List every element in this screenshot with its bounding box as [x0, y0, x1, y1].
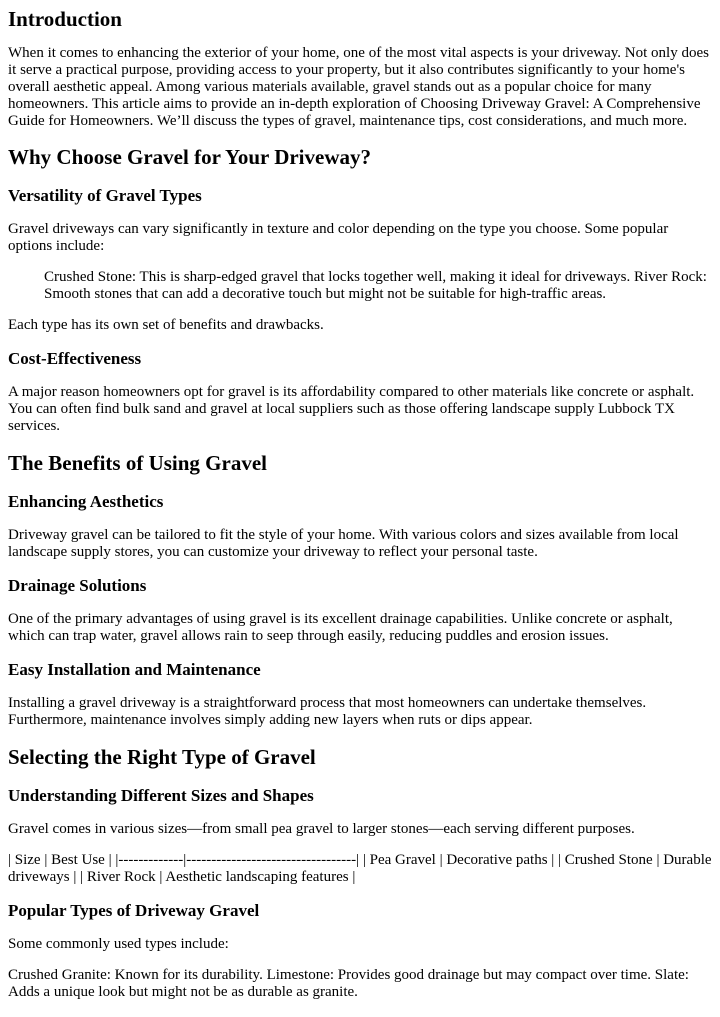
subheading-versatility: Versatility of Gravel Types: [8, 186, 202, 205]
paragraph-popular-types: Crushed Granite: Known for its durability. Limestone: Provides good drainage but may compact over time. Slate: Adds a unique look but might not be as durable as granite.: [8, 967, 689, 1000]
paragraph-cost-effectiveness: A major reason homeowners opt for gravel is its affordability compared to other materials like concrete or asphalt. You can often find bulk sand and gravel at local suppliers such as those offering landscape supply Lubbock TX services.: [8, 384, 695, 434]
heading-selecting-gravel: Selecting the Right Type of Gravel: [8, 745, 316, 769]
paragraph-versatility: Gravel driveways can vary significantly in texture and color depending on the type you choose. Some popular options include:: [8, 221, 669, 254]
heading-introduction: Introduction: [8, 7, 122, 31]
paragraph-size-table-text: | Size | Best Use | |-------------|----------------------------------| | Pea Gravel | Decorative paths | | Crushed Stone | Durable driveways | | River Rock | Aesthetic landscaping features |: [8, 852, 712, 885]
paragraph-aesthetics: Driveway gravel can be tailored to fit the style of your home. With various colors and sizes available from local landscape supply stores, you can customize your driveway to reflect your personal taste.: [8, 527, 679, 560]
paragraph-popular-intro: Some commonly used types include:: [8, 936, 229, 952]
subheading-popular-types: Popular Types of Driveway Gravel: [8, 901, 260, 920]
paragraph-drainage: One of the primary advantages of using gravel is its excellent drainage capabilities. Unlike concrete or asphalt, which can trap water, gravel allows rain to seep through easily, reducing puddles and erosion issues.: [8, 611, 673, 644]
subheading-aesthetics: Enhancing Aesthetics: [8, 492, 164, 511]
paragraph-introduction: When it comes to enhancing the exterior of your home, one of the most vital aspects is your driveway. Not only does it serve a practical purpose, providing access to your property, but it also contributes significantly to your home's overall aesthetic appeal. Among various materials available, gravel stands out as a popular choice for many homeowners. This article aims to provide an in-depth exploration of Choosing Driveway Gravel: A Comprehensive Guide for Homeowners. We’ll discuss the types of gravel, maintenance tips, cost considerations, and much more.: [8, 45, 709, 129]
paragraph-each-type: Each type has its own set of benefits and drawbacks.: [8, 317, 324, 333]
subheading-installation: Easy Installation and Maintenance: [8, 660, 261, 679]
subheading-drainage: Drainage Solutions: [8, 576, 147, 595]
paragraph-installation: Installing a gravel driveway is a straightforward process that most homeowners can undertake themselves. Furthermore, maintenance involves simply adding new layers when ruts or dips appear.: [8, 695, 647, 728]
subheading-cost-effectiveness: Cost-Effectiveness: [8, 349, 142, 368]
heading-benefits: The Benefits of Using Gravel: [8, 451, 267, 475]
heading-why-choose-gravel: Why Choose Gravel for Your Driveway?: [8, 145, 371, 169]
subheading-sizes-shapes: Understanding Different Sizes and Shapes: [8, 786, 314, 805]
blockquote-gravel-types: Crushed Stone: This is sharp-edged gravel that locks together well, making it ideal for driveways. River Rock: Smooth stones that can add a decorative touch but might not be suitable for high-traffic areas.: [44, 269, 707, 302]
paragraph-sizes: Gravel comes in various sizes—from small pea gravel to larger stones—each serving different purposes.: [8, 821, 635, 837]
